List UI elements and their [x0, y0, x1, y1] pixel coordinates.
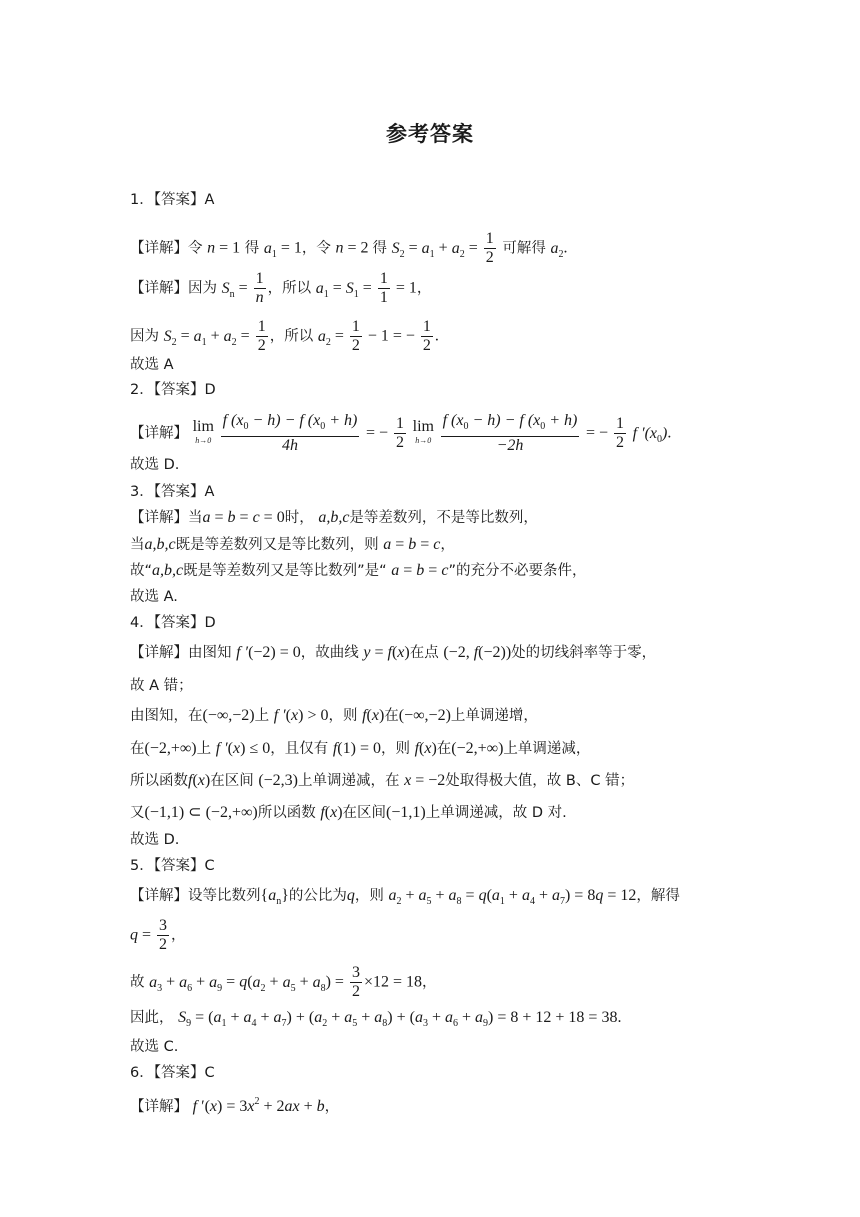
q3-conclusion: 故选 A. [130, 589, 178, 605]
q4-answer-label: 4．【答案】D [130, 615, 216, 631]
q1-answer-label: 1．【答案】A [130, 192, 215, 208]
q4-detail-line4: 在(−2,+∞)上 f ′(x) ≤ 0，且仅有 f(1) = 0，则 f(x)在(−2,+∞)上单调递减， [130, 740, 591, 757]
q1-detail-line3: 因为 $S_2 = a_1 + a_2$ = $\frac{1}{2}$ ，所以 $a_2$ = $\frac{1}{2}$ − 1 = − $\frac{1}{2}$ . [130, 318, 439, 354]
q4-detail-line5: 所以函数f(x)在区间 (−2,3)上单调递减，在 x = −2处取得极大值，故 B、C 错； [130, 772, 635, 789]
q6-detail-line1: 【详解】 f $'(x) = 3x^2 + 2ax + b$， [130, 1096, 340, 1115]
q2-conclusion: 故选 D. [130, 457, 180, 473]
q1-detail-line2: 【详解】因为 $S_n$ = $\frac{1}{n}$ ，所以 $a_1 = S_1$ = $\frac{1}{1}$ = 1， [130, 270, 432, 306]
q1-detail-line1: 【详解】令 n = 1 得 $a_1 = 1$，令 n = 2 得 $S_2 = a_1 + a_2$ = $\frac{1}{2}$ 可解得 $a_2$. [130, 230, 568, 266]
q4-detail-line2: 故 A 错； [130, 678, 193, 694]
q5-detail-line4: 因此， $S_9 = (a_1 + a_4 + a_7) + (a_2 + a_5 + a_8) + (a_3 + a_6 + a_9) = 8 + 12 + 18 = 38$. [130, 1009, 622, 1029]
q5-detail-line3: 故 $a_3 + a_6 + a_9 = q(a_2 + a_5 + a_8)$ = $\frac{3}{2}$ ×12 = 18， [130, 964, 437, 1000]
q3-detail-line1: 【详解】当a = b = c = 0时， a,b,c是等差数列，不是等比数列， [130, 509, 538, 526]
q1-conclusion: 故选 A [130, 357, 174, 373]
q3-detail-line2: 当a,b,c既是等差数列又是等比数列，则 a = b = c， [130, 536, 455, 553]
q3-answer-label: 3．【答案】A [130, 484, 215, 500]
page-title: 参考答案 [386, 122, 474, 146]
q4-detail-line3: 由图知，在(−∞,−2)上 f ′(x) > 0，则 f(x)在(−∞,−2)上单调递增， [130, 707, 538, 724]
q2-detail: 【详解】 lim h→0 $\frac{f (x_0 - h) - f (x_0 + h)}{4h}$ = − $\frac{1}{2}$ lim h→0 $\frac{f (x_0 - h) - f (x_0 + h)}{-2h}$ = − $\frac{1}{2}$ f $'(x_0)$. [130, 412, 672, 454]
q5-detail-line1: 【详解】设等比数列$\{a_n\}$的公比为q，则 $a_2 + a_5 + a_8 = q(a_1 + a_4 + a_7) = 8q = 12$，解得 [130, 887, 680, 907]
q4-conclusion: 故选 D. [130, 832, 180, 848]
q5-conclusion: 故选 C. [130, 1039, 179, 1055]
q5-detail-line2: q = $\frac{3}{2}$ ， [130, 917, 186, 953]
q4-detail-line1: 【详解】由图知 f ′(−2) = 0，故曲线 y = f(x)在点 (−2, f(−2))处的切线斜率等于零， [130, 644, 657, 661]
q2-answer-label: 2．【答案】D [130, 382, 216, 398]
q6-answer-label: 6．【答案】C [130, 1065, 215, 1081]
q3-detail-line3: 故“a,b,c既是等差数列又是等比数列”是“ a = b = c”的充分不必要条件， [130, 562, 587, 579]
q4-detail-line6: 又(−1,1) ⊂ (−2,+∞)所以函数 f(x)在区间(−1,1)上单调递减，故 D 对. [130, 804, 567, 821]
q5-answer-label: 5．【答案】C [130, 858, 215, 874]
